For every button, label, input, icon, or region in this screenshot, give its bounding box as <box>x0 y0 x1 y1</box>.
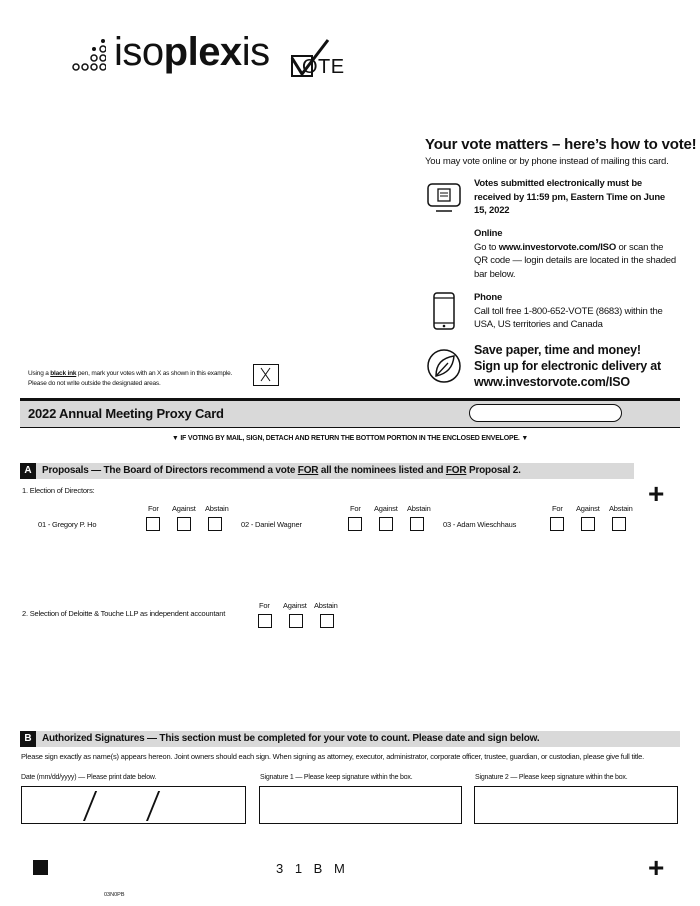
phone-title: Phone <box>474 292 503 303</box>
col-abstain: Abstain <box>407 504 431 513</box>
nominee-label: 01 - Gregory P. Ho <box>38 520 97 529</box>
nominee-1-against-checkbox[interactable] <box>177 517 191 531</box>
proposal-2-for-checkbox[interactable] <box>258 614 272 628</box>
nominee-2-abstain-checkbox[interactable] <box>410 517 424 531</box>
col-for: For <box>148 504 159 513</box>
col-abstain: Abstain <box>205 504 229 513</box>
delivery-url-link[interactable]: www.investorvote.com/ISO <box>474 375 630 389</box>
nominee-label: 03 - Adam Wieschhaus <box>443 520 517 529</box>
detach-instruction: ▼ IF VOTING BY MAIL, SIGN, DETACH AND RETURN THE BOTTOM PORTION IN THE ENCLOSED ENVELOPE. ▼ <box>171 435 529 442</box>
isoplexis-logo: isoplexis <box>114 30 270 74</box>
isoplexis-dots-logo <box>72 38 106 72</box>
nominee-label: 02 - Daniel Wagner <box>241 520 302 529</box>
section-b-title: Authorized Signatures — This section must be completed for your vote to count. Please date and sign below. <box>42 733 540 744</box>
col-against: Against <box>283 601 307 610</box>
date-label: Date (mm/dd/yyyy) — Please print date below. <box>21 774 157 781</box>
signature-instructions: Please sign exactly as name(s) appears hereon. Joint owners should each sign. When signing as attorney, executor, administrator, corporate officer, trustee, guardian, or custodian, please give full title. <box>21 752 645 761</box>
proxy-card-title: 2022 Annual Meeting Proxy Card <box>28 406 224 421</box>
form-code: 3 1 B M <box>276 861 349 876</box>
phone-icon <box>426 292 462 330</box>
section-a-letter: A <box>20 463 36 479</box>
nominee-2-against-checkbox[interactable] <box>379 517 393 531</box>
online-title: Online <box>474 228 503 239</box>
col-abstain: Abstain <box>314 601 338 610</box>
marking-instructions: Using a black ink pen, mark your votes with an X as shown in this example. Please do not write outside the designated areas. <box>28 370 233 387</box>
date-field[interactable] <box>21 786 246 824</box>
registration-plus-mark: + <box>648 478 665 509</box>
signature-2-label: Signature 2 — Please keep signature within the box. <box>475 774 628 781</box>
tiny-form-code: 03N0PB <box>104 892 125 898</box>
signature-1-field[interactable] <box>259 786 462 824</box>
computer-icon <box>426 180 462 216</box>
section-a-title: Proposals — The Board of Directors recommend a vote FOR all the nominees listed and FOR Proposal 2. <box>42 465 521 476</box>
vote-matters-title: Your vote matters – here’s how to vote! <box>425 136 697 153</box>
signature-2-field[interactable] <box>474 786 678 824</box>
x-mark-icon <box>254 365 277 384</box>
proposal-2-label: 2. Selection of Deloitte & Touche LLP as independent accountant <box>22 609 226 618</box>
nominee-3-against-checkbox[interactable] <box>581 517 595 531</box>
online-url-link[interactable]: www.investorvote.com/ISO <box>498 241 617 253</box>
nominee-2-for-checkbox[interactable] <box>348 517 362 531</box>
vote-logo-text: OTE <box>302 56 345 78</box>
nominee-3-abstain-checkbox[interactable] <box>612 517 626 531</box>
example-mark-box <box>253 364 279 386</box>
online-voting-info: Online Go to www.investorvote.com/ISO or scan the QR code — login details are located in the shaded bar below. <box>474 228 676 280</box>
col-against: Against <box>374 504 398 513</box>
nominee-1-for-checkbox[interactable] <box>146 517 160 531</box>
registration-square-mark <box>33 860 48 875</box>
col-against: Against <box>172 504 196 513</box>
electronic-delivery-promo: Save paper, time and money! Sign up for electronic delivery at www.investorvote.com/ISO <box>474 342 689 390</box>
col-against: Against <box>576 504 600 513</box>
phone-text: Call toll free 1-800-652-VOTE (8683) within the USA, US territories and Canada <box>474 305 663 330</box>
signature-1-label: Signature 1 — Please keep signature within the box. <box>260 774 413 781</box>
col-for: For <box>552 504 563 513</box>
nominee-1-abstain-checkbox[interactable] <box>208 517 222 531</box>
col-for: For <box>350 504 361 513</box>
registration-plus-mark: + <box>648 852 665 883</box>
col-abstain: Abstain <box>609 504 633 513</box>
election-label: 1. Election of Directors: <box>22 486 95 495</box>
control-number-field <box>469 404 622 422</box>
electronic-deadline: Votes submitted electronically must be received by 11:59 pm, Eastern Time on June 15, 2022 <box>474 178 666 216</box>
section-b-letter: B <box>20 731 36 747</box>
proposal-2-against-checkbox[interactable] <box>289 614 303 628</box>
leaf-icon <box>426 348 462 384</box>
nominee-3-for-checkbox[interactable] <box>550 517 564 531</box>
proposal-2-abstain-checkbox[interactable] <box>320 614 334 628</box>
vote-matters-subtitle: You may vote online or by phone instead of mailing this card. <box>425 156 669 167</box>
col-for: For <box>259 601 270 610</box>
phone-voting-info <box>474 291 679 332</box>
